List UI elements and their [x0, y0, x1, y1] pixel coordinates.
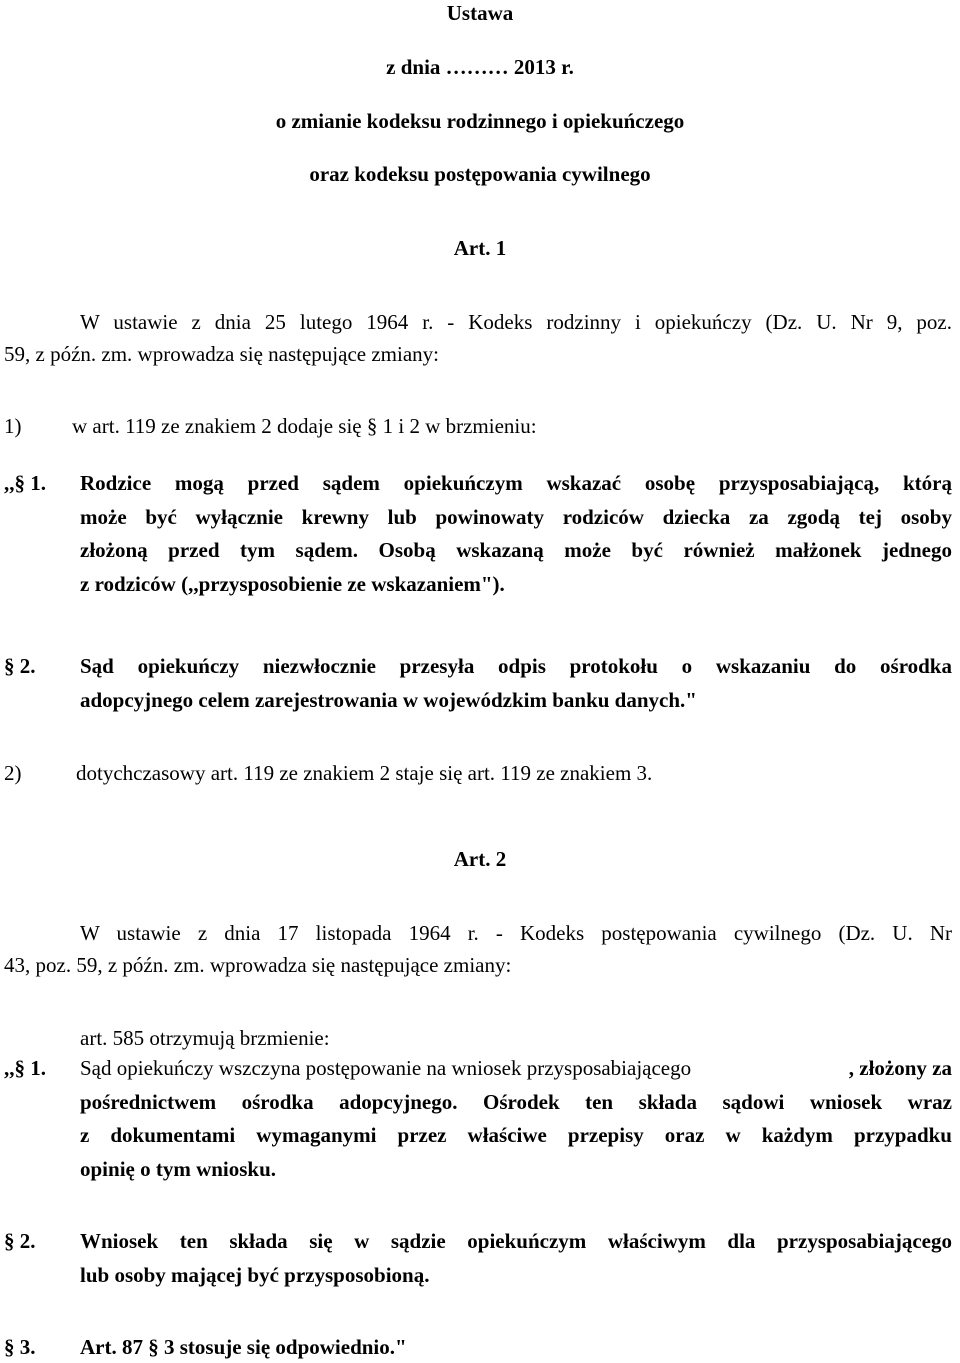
act-subtitle-1: o zmianie kodeksu rodzinnego i opiekuńczego	[275, 109, 685, 133]
art1-par2-line-1: Sąd opiekuńczy niezwłocznie przesyła odpis protokołu o wskazaniu do ośrodka	[80, 654, 952, 678]
act-subtitle-2: oraz kodeksu postępowania cywilnego	[309, 162, 651, 186]
art2-art585-line: art. 585 otrzymują brzmienie:	[80, 1026, 330, 1050]
art1-intro-line-2: 59, z późn. zm. wprowadza się następujące zmiany:	[4, 342, 440, 366]
art2-par1-line-1-bold: , złożony za	[848, 1056, 952, 1080]
art2-par2-line-1: Wniosek ten składa się w sądzie opiekuńczym właściwym dla przysposabiającego	[80, 1229, 952, 1253]
art2-par1-mark: ,,§ 1.	[4, 1056, 46, 1080]
act-title: Ustawa	[446, 1, 514, 25]
art2-par2-line-2: lub osoby mającej być przysposobioną.	[80, 1263, 430, 1287]
art2-intro-line-2: 43, poz. 59, z późn. zm. wprowadza się następujące zmiany:	[4, 953, 512, 977]
art2-par2-mark: § 2.	[4, 1229, 36, 1253]
art2-par3-text: Art. 87 § 3 stosuje się odpowiednio."	[80, 1335, 407, 1359]
art1-heading: Art. 1	[453, 236, 507, 260]
art1-point1-text: w art. 119 ze znakiem 2 dodaje się § 1 i 2 w brzmieniu:	[72, 414, 537, 438]
art1-par2-mark: § 2.	[4, 654, 36, 678]
art1-par1-line-2: może być wyłącznie krewny lub powinowaty rodziców dziecka za zgodą tej osoby	[80, 505, 952, 529]
art1-par1-mark: ,,§ 1.	[4, 471, 46, 495]
art1-par1-line-3: złożoną przed tym sądem. Osobą wskazaną może być również małżonek jednego	[80, 538, 952, 562]
art2-par1-line-3: z dokumentami wymaganymi przez właściwe przepisy oraz w każdym przypadku	[80, 1123, 952, 1147]
art1-point2-number: 2)	[4, 761, 22, 785]
art1-par1-line-4: z rodziców (,,przysposobienie ze wskazaniem").	[80, 572, 505, 596]
art2-par1-line-1-regular: Sąd opiekuńczy wszczyna postępowanie na wniosek przysposabiającego	[80, 1056, 692, 1080]
art2-par1-line-2: pośrednictwem ośrodka adopcyjnego. Ośrodek ten składa sądowi wniosek wraz	[80, 1090, 952, 1114]
art2-par3-mark: § 3.	[4, 1335, 36, 1359]
art2-intro-line-1: W ustawie z dnia 17 listopada 1964 r. - Kodeks postępowania cywilnego (Dz. U. Nr	[80, 921, 952, 945]
act-date: z dnia ……… 2013 r.	[386, 55, 574, 79]
art2-par1-line-1	[80, 1055, 952, 1081]
art1-point1-number: 1)	[4, 414, 22, 438]
art2-par1-line-4: opinię o tym wniosku.	[80, 1157, 277, 1181]
art1-par2-line-2: adopcyjnego celem zarejestrowania w wojewódzkim banku danych."	[80, 688, 697, 712]
art1-par1-line-1: Rodzice mogą przed sądem opiekuńczym wskazać osobę przysposabiającą, którą	[80, 471, 952, 495]
art1-point2-text: dotychczasowy art. 119 ze znakiem 2 staje się art. 119 ze znakiem 3.	[76, 761, 653, 785]
art2-heading: Art. 2	[453, 847, 507, 871]
art1-intro-line-1: W ustawie z dnia 25 lutego 1964 r. - Kodeks rodzinny i opiekuńczy (Dz. U. Nr 9, poz.	[80, 310, 952, 334]
